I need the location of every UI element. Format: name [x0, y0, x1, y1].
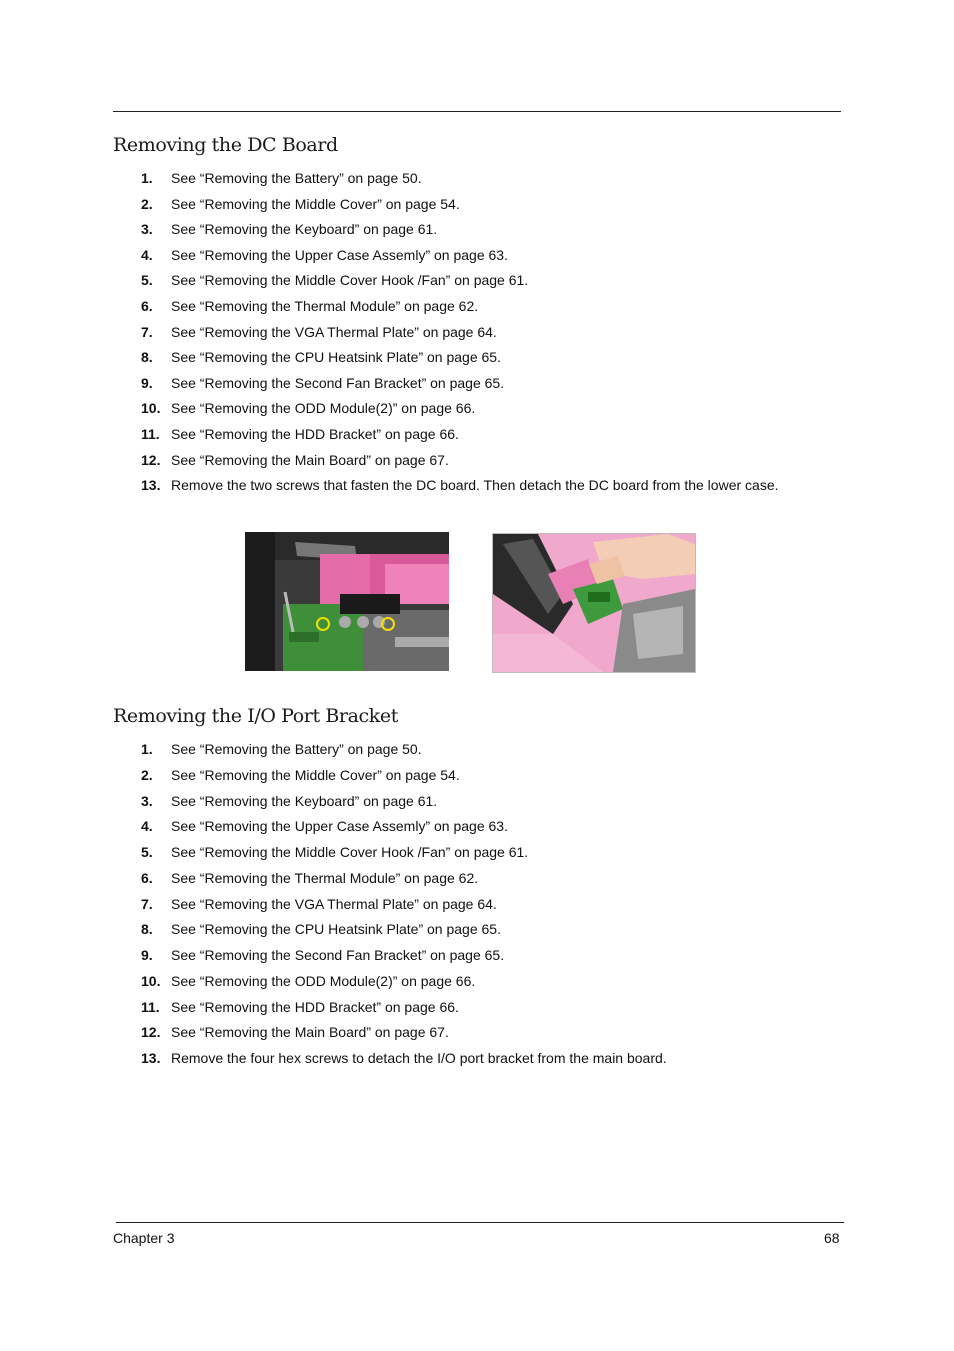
step-text: See “Removing the Second Fan Bracket” on page 65. [171, 374, 505, 391]
step-text: See “Removing the Middle Cover” on page 54. [171, 766, 460, 783]
dc-board-screws-photo [245, 532, 449, 671]
step-number: 12. [141, 451, 161, 468]
step-text: See “Removing the Thermal Module” on page 62. [171, 869, 479, 886]
step-number: 6. [141, 869, 153, 886]
step-number: 12. [141, 1024, 161, 1041]
step-number: 10. [141, 400, 161, 417]
step-number: 11. [141, 998, 160, 1015]
step-number: 2. [141, 195, 153, 212]
step-text: See “Removing the Battery” on page 50. [171, 741, 422, 757]
step-text: See “Removing the Upper Case Assemly” on page 63. [171, 818, 508, 835]
step-number: 6. [141, 298, 153, 314]
step-text: See “Removing the HDD Bracket” on page 66. [171, 998, 459, 1015]
step-number: 1. [141, 741, 153, 757]
step-number: 4. [141, 246, 153, 263]
step-text: See “Removing the CPU Heatsink Plate” on page 65. [171, 349, 501, 366]
step-number: 9. [141, 947, 153, 963]
step-number: 2. [141, 766, 153, 783]
step-number: 3. [141, 221, 153, 238]
step-number: 4. [141, 818, 153, 835]
step-text: See “Removing the Upper Case Assemly” on page 63. [171, 246, 508, 263]
step-number: 13. [141, 1050, 161, 1066]
step-text: See “Removing the ODD Module(2)” on page 66. [171, 400, 476, 417]
step-number: 11. [141, 426, 160, 442]
step-text: See “Removing the Main Board” on page 67. [171, 1024, 449, 1041]
step-text: See “Removing the Middle Cover Hook /Fan” on page 61. [171, 272, 529, 289]
footer-page-number: 68 [824, 1230, 840, 1246]
step-text: See “Removing the Thermal Module” on page 62. [171, 298, 479, 314]
step-number: 7. [141, 323, 153, 340]
dc-board-detach-photo [492, 533, 696, 673]
step-text: See “Removing the HDD Bracket” on page 66. [171, 426, 459, 442]
step-number: 8. [141, 921, 153, 938]
step-number: 10. [141, 972, 161, 989]
step-text: See “Removing the Middle Cover Hook /Fan” on page 61. [171, 844, 529, 860]
step-number: 7. [141, 895, 153, 912]
step-text: See “Removing the Second Fan Bracket” on page 65. [171, 947, 505, 963]
header-rule [113, 111, 841, 112]
step-number: 1. [141, 170, 153, 186]
step-number: 5. [141, 844, 153, 860]
step-text: See “Removing the Battery” on page 50. [171, 170, 422, 186]
step-number: 9. [141, 374, 153, 391]
section-title-io-port-bracket: Removing the I/O Port Bracket [113, 705, 398, 727]
step-text: See “Removing the CPU Heatsink Plate” on page 65. [171, 921, 501, 938]
step-text: See “Removing the Middle Cover” on page 54. [171, 195, 460, 212]
step-text: See “Removing the Main Board” on page 67. [171, 451, 449, 468]
footer-rule [116, 1222, 844, 1223]
step-text: See “Removing the Keyboard” on page 61. [171, 221, 438, 238]
step-text: See “Removing the VGA Thermal Plate” on page 64. [171, 895, 497, 912]
step-number: 13. [141, 477, 161, 494]
step-text: See “Removing the VGA Thermal Plate” on page 64. [171, 323, 497, 340]
step-text: See “Removing the ODD Module(2)” on page 66. [171, 972, 476, 989]
step-text: See “Removing the Keyboard” on page 61. [171, 792, 438, 809]
footer-chapter: Chapter 3 [113, 1230, 175, 1246]
step-text: Remove the two screws that fasten the DC board. Then detach the DC board from the lower case. [171, 477, 779, 494]
step-number: 5. [141, 272, 153, 289]
step-number: 8. [141, 349, 153, 366]
section-title-dc-board: Removing the DC Board [113, 134, 338, 156]
step-text: Remove the four hex screws to detach the I/O port bracket from the main board. [171, 1050, 667, 1066]
step-number: 3. [141, 792, 153, 809]
